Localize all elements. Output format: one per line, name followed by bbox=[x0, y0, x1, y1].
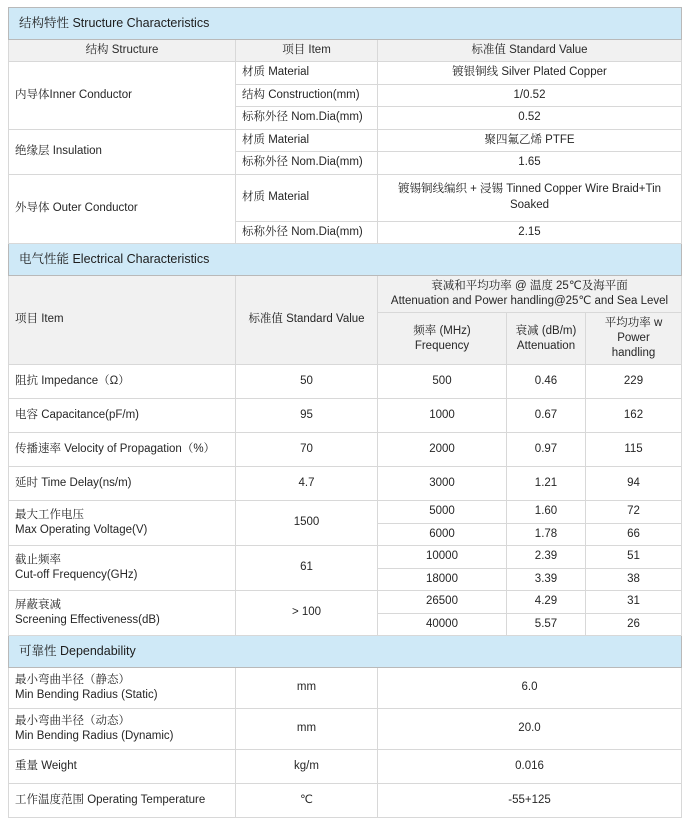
table-row bbox=[9, 467, 682, 501]
param-label-en: Screening Effectiveness(dB) bbox=[15, 614, 160, 627]
attenuation-frequency: 5000 bbox=[378, 501, 507, 524]
table-row bbox=[9, 501, 682, 524]
power-handling-value: 31 bbox=[586, 591, 682, 614]
attenuation-frequency: 40000 bbox=[378, 613, 507, 636]
section-header-dependability bbox=[9, 636, 682, 668]
electrical-param-label: 传播速率 Velocity of Propagation（%） bbox=[9, 433, 236, 467]
table-row bbox=[9, 174, 682, 221]
electrical-param-label-cutoff bbox=[9, 546, 236, 591]
dependability-value: -55+125 bbox=[378, 784, 682, 818]
section-title-dependability: 可靠性 Dependability bbox=[9, 636, 682, 668]
electrical-param-value: 70 bbox=[236, 433, 378, 467]
frequency-header-en: Frequency bbox=[414, 339, 470, 352]
table-row bbox=[9, 591, 682, 614]
param-label-cn: 屏蔽衰减 bbox=[15, 599, 61, 612]
table-row bbox=[9, 784, 682, 818]
attenuation-header-en: Attenuation bbox=[516, 339, 576, 352]
power-handling-value: 66 bbox=[586, 523, 682, 546]
power-handling-value: 26 bbox=[586, 613, 682, 636]
electrical-param-label: 电容 Capacitance(pF/m) bbox=[9, 399, 236, 433]
power-handling-value: 229 bbox=[586, 365, 682, 399]
dependability-unit: ℃ bbox=[236, 784, 378, 818]
attenuation-value: 0.97 bbox=[507, 433, 586, 467]
attenuation-frequency: 26500 bbox=[378, 591, 507, 614]
electrical-param-label-max-voltage bbox=[9, 501, 236, 546]
structure-column-headers bbox=[9, 39, 682, 62]
power-handling-value: 72 bbox=[586, 501, 682, 524]
attenuation-frequency: 3000 bbox=[378, 467, 507, 501]
table-row bbox=[9, 62, 682, 85]
power-header-en-2: handling bbox=[611, 347, 656, 360]
table-row bbox=[9, 399, 682, 433]
section-title-electrical: 电气性能 Electrical Characteristics bbox=[9, 244, 682, 276]
dependability-label-operating-temperature: 工作温度范围 Operating Temperature bbox=[9, 784, 236, 818]
table-row bbox=[9, 129, 682, 152]
section-title-structure: 结构特性 Structure Characteristics bbox=[9, 8, 682, 40]
col-header-standard-value: 标准值 Standard Value bbox=[378, 39, 682, 62]
dependability-value: 6.0 bbox=[378, 668, 682, 709]
section-header-electrical bbox=[9, 244, 682, 276]
group-header-cn: 衰减和平均功率 @ 温度 25℃及海平面 bbox=[431, 280, 628, 293]
electrical-param-value: 1500 bbox=[236, 501, 378, 546]
table-row bbox=[9, 668, 682, 709]
structure-group-outer-conductor: 外导体 Outer Conductor bbox=[9, 174, 236, 244]
col-header-electrical-item: 项目 Item bbox=[9, 276, 236, 365]
power-handling-value: 162 bbox=[586, 399, 682, 433]
structure-value: 镀锡铜线编织 + 浸锡 Tinned Copper Wire Braid+Tin Soaked bbox=[378, 174, 682, 221]
dependability-label-cn: 最小弯曲半径（静态） bbox=[15, 674, 130, 687]
dependability-unit: kg/m bbox=[236, 750, 378, 784]
attenuation-frequency: 2000 bbox=[378, 433, 507, 467]
structure-value: 镀银铜线 Silver Plated Copper bbox=[378, 62, 682, 85]
attenuation-frequency: 1000 bbox=[378, 399, 507, 433]
col-header-frequency bbox=[378, 313, 507, 365]
col-header-item: 项目 Item bbox=[236, 39, 378, 62]
param-label-cn: 截止频率 bbox=[15, 554, 61, 567]
frequency-header-cn: 频率 (MHz) bbox=[413, 324, 471, 337]
attenuation-frequency: 6000 bbox=[378, 523, 507, 546]
table-row bbox=[9, 433, 682, 467]
electrical-param-label: 阻抗 Impedance（Ω） bbox=[9, 365, 236, 399]
param-label-cn: 最大工作电压 bbox=[15, 509, 84, 522]
attenuation-frequency: 10000 bbox=[378, 546, 507, 569]
dependability-label-en: Min Bending Radius (Static) bbox=[15, 689, 158, 702]
structure-group-inner-conductor: 内导体Inner Conductor bbox=[9, 62, 236, 130]
structure-value: 1.65 bbox=[378, 152, 682, 175]
structure-item: 标称外径 Nom.Dia(mm) bbox=[236, 107, 378, 130]
table-row bbox=[9, 750, 682, 784]
power-handling-value: 38 bbox=[586, 568, 682, 591]
col-header-attenuation bbox=[507, 313, 586, 365]
electrical-group-header-row bbox=[9, 276, 682, 313]
col-header-attenuation-power-group bbox=[378, 276, 682, 313]
attenuation-frequency: 500 bbox=[378, 365, 507, 399]
dependability-value: 20.0 bbox=[378, 709, 682, 750]
dependability-value: 0.016 bbox=[378, 750, 682, 784]
attenuation-value: 1.21 bbox=[507, 467, 586, 501]
attenuation-value: 0.46 bbox=[507, 365, 586, 399]
col-header-power-handling bbox=[586, 313, 682, 365]
table-row bbox=[9, 709, 682, 750]
structure-item: 标称外径 Nom.Dia(mm) bbox=[236, 152, 378, 175]
table-row bbox=[9, 546, 682, 569]
dependability-label-weight: 重量 Weight bbox=[9, 750, 236, 784]
attenuation-value: 3.39 bbox=[507, 568, 586, 591]
param-label-en: Cut-off Frequency(GHz) bbox=[15, 569, 138, 582]
electrical-param-value: 61 bbox=[236, 546, 378, 591]
power-handling-value: 51 bbox=[586, 546, 682, 569]
attenuation-value: 1.60 bbox=[507, 501, 586, 524]
power-header-en-1: Power bbox=[617, 332, 650, 345]
structure-value: 聚四氟乙烯 PTFE bbox=[378, 129, 682, 152]
attenuation-value: 0.67 bbox=[507, 399, 586, 433]
group-header-en: Attenuation and Power handling@25℃ and Sea Level bbox=[390, 295, 669, 308]
structure-value: 1/0.52 bbox=[378, 84, 682, 107]
table-body bbox=[9, 8, 682, 818]
dependability-label-min-bend-static bbox=[9, 668, 236, 709]
attenuation-value: 4.29 bbox=[507, 591, 586, 614]
structure-value: 2.15 bbox=[378, 221, 682, 244]
specification-table bbox=[8, 7, 682, 818]
power-header-cn: 平均功率 w bbox=[604, 317, 663, 330]
dependability-unit: mm bbox=[236, 709, 378, 750]
col-header-structure: 结构 Structure bbox=[9, 39, 236, 62]
power-handling-value: 115 bbox=[586, 433, 682, 467]
structure-value: 0.52 bbox=[378, 107, 682, 130]
structure-item: 结构 Construction(mm) bbox=[236, 84, 378, 107]
attenuation-value: 5.57 bbox=[507, 613, 586, 636]
param-label-en: Max Operating Voltage(V) bbox=[15, 524, 148, 537]
structure-group-insulation: 绝缘层 Insulation bbox=[9, 129, 236, 174]
col-header-electrical-standard-value: 标准值 Standard Value bbox=[236, 276, 378, 365]
electrical-param-label-screening bbox=[9, 591, 236, 636]
power-handling-value: 94 bbox=[586, 467, 682, 501]
attenuation-frequency: 18000 bbox=[378, 568, 507, 591]
electrical-param-value: 4.7 bbox=[236, 467, 378, 501]
structure-item: 材质 Material bbox=[236, 174, 378, 221]
attenuation-value: 2.39 bbox=[507, 546, 586, 569]
electrical-param-value: 95 bbox=[236, 399, 378, 433]
section-header-structure bbox=[9, 8, 682, 40]
structure-item: 标称外径 Nom.Dia(mm) bbox=[236, 221, 378, 244]
structure-item: 材质 Material bbox=[236, 129, 378, 152]
dependability-label-min-bend-dynamic bbox=[9, 709, 236, 750]
electrical-param-value: > 100 bbox=[236, 591, 378, 636]
structure-item: 材质 Material bbox=[236, 62, 378, 85]
dependability-label-cn: 最小弯曲半径（动态） bbox=[15, 715, 130, 728]
dependability-unit: mm bbox=[236, 668, 378, 709]
table-row bbox=[9, 365, 682, 399]
attenuation-value: 1.78 bbox=[507, 523, 586, 546]
electrical-param-value: 50 bbox=[236, 365, 378, 399]
electrical-param-label: 延时 Time Delay(ns/m) bbox=[9, 467, 236, 501]
attenuation-header-cn: 衰减 (dB/m) bbox=[515, 324, 577, 337]
dependability-label-en: Min Bending Radius (Dynamic) bbox=[15, 730, 174, 743]
